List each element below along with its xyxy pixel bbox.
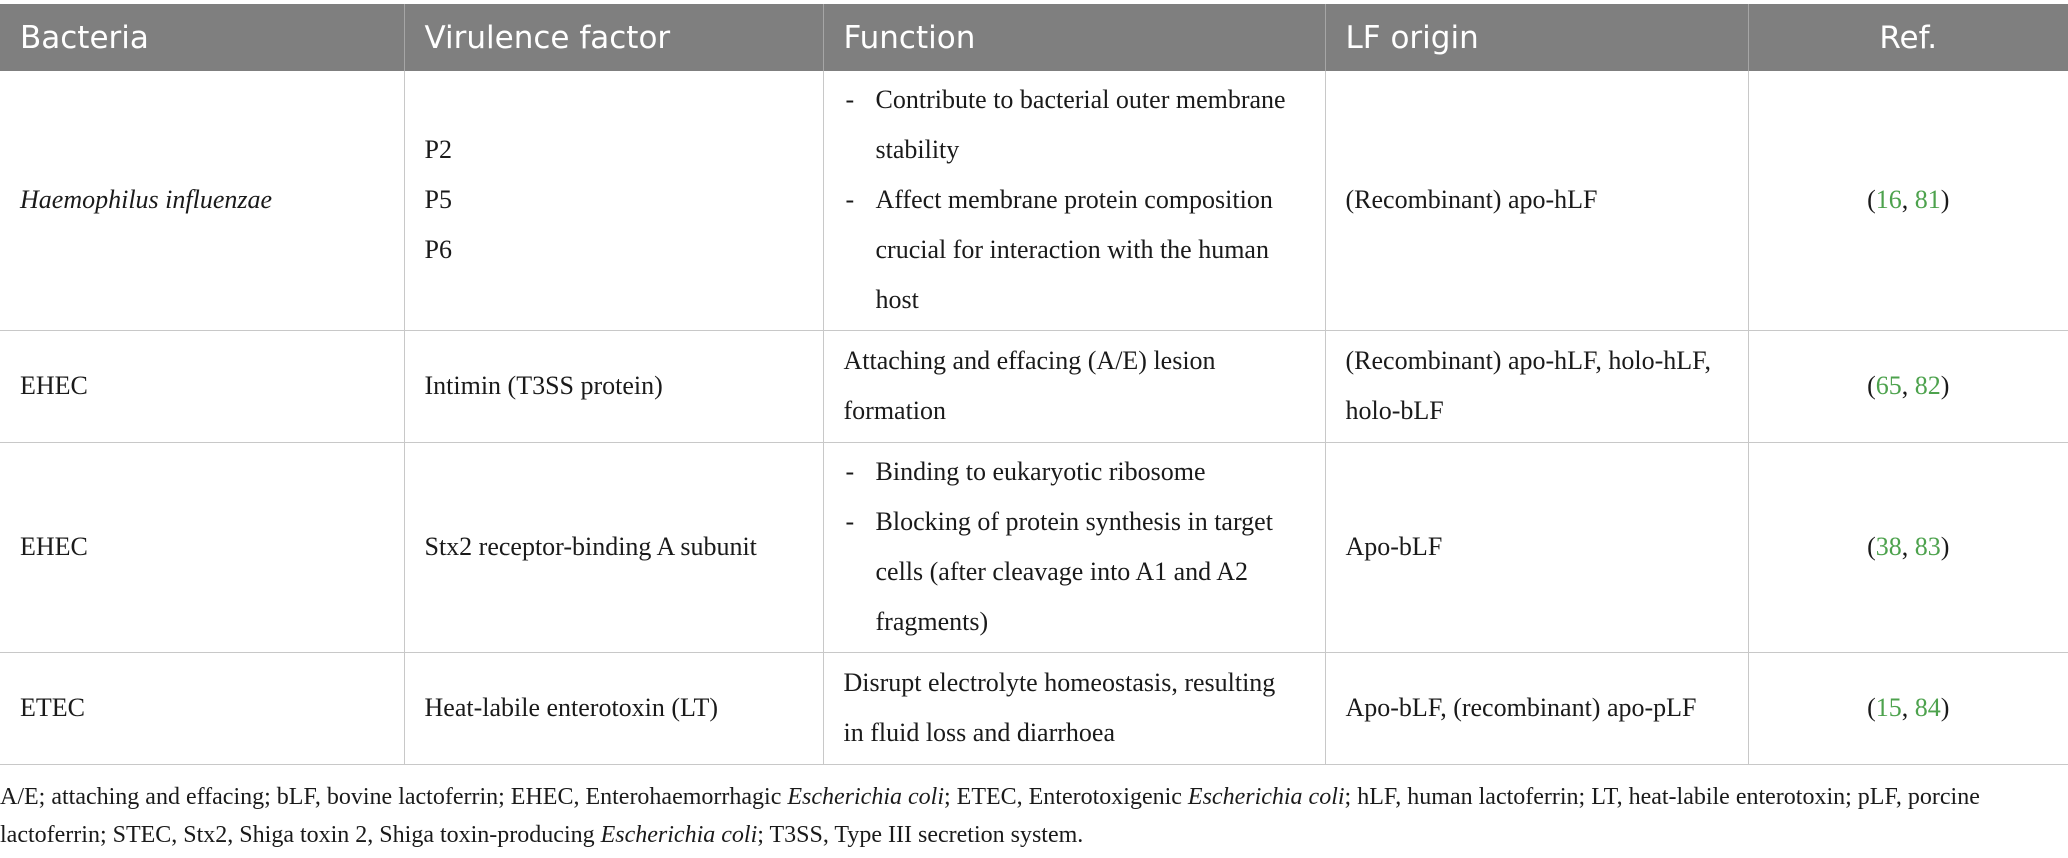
function-list — [844, 447, 1295, 647]
factor-item: P6 — [424, 235, 452, 265]
ref-cell — [1748, 442, 2068, 652]
factor-item: P2 — [424, 135, 452, 165]
factor-item: P5 — [424, 185, 452, 215]
ref-paren-open: ( — [1867, 185, 1876, 215]
header-bacteria: Bacteria — [0, 4, 404, 71]
function-item: - Blocking of protein synthesis in target cells (after cleavage into A1 and A2 fragments) — [844, 497, 1295, 647]
ref-separator: , — [1901, 371, 1915, 400]
function-cell — [823, 442, 1325, 652]
table-footnote — [0, 778, 2050, 854]
virulence-factor-cell — [404, 71, 823, 330]
function-item: - Contribute to bacterial outer membrane stability — [844, 75, 1295, 175]
ref-link[interactable]: 83 — [1914, 532, 1941, 561]
bacteria-cell: Haemophilus influenzae — [0, 71, 404, 330]
lf-origin-cell: Apo-bLF, (recombinant) apo-pLF — [1325, 652, 1748, 764]
lf-origin-cell: (Recombinant) apo-hLF, holo-hLF, holo-bLF — [1325, 330, 1748, 442]
ref-link[interactable]: 38 — [1875, 532, 1902, 561]
virulence-factor-cell: Heat-labile enterotoxin (LT) — [404, 652, 823, 764]
ref-paren-open: ( — [1867, 371, 1876, 400]
function-cell: Disrupt electrolyte homeostasis, resulting in fluid loss and diarrhoea — [823, 652, 1325, 764]
bacteria-cell: EHEC — [0, 442, 404, 652]
function-list — [844, 75, 1295, 325]
ref-separator: , — [1901, 185, 1915, 215]
virulence-factor-table — [0, 4, 2068, 765]
ref-separator: , — [1901, 693, 1915, 722]
lf-origin-cell: Apo-bLF — [1325, 442, 1748, 652]
ref-separator: , — [1901, 532, 1915, 561]
header-ref: Ref. — [1748, 4, 2068, 71]
footnote-text: ; T3SS, Type III secretion system. — [757, 822, 1084, 848]
ref-paren-open: ( — [1867, 532, 1876, 561]
ref-cell — [1748, 652, 2068, 764]
ref-paren-close: ) — [1940, 693, 1950, 722]
ref-link[interactable]: 16 — [1875, 185, 1902, 215]
ref-link[interactable]: 84 — [1914, 693, 1941, 722]
virulence-factor-cell: Stx2 receptor-binding A subunit — [404, 442, 823, 652]
lf-origin-cell: (Recombinant) apo-hLF — [1325, 71, 1748, 330]
function-cell: Attaching and effacing (A/E) lesion formation — [823, 330, 1325, 442]
ref-cell — [1748, 71, 2068, 330]
footnote-text: ; ETEC, Enterotoxigenic — [943, 784, 1188, 810]
virulence-factor-cell: Intimin (T3SS protein) — [404, 330, 823, 442]
table-row — [0, 652, 2068, 764]
ref-paren-close: ) — [1940, 371, 1950, 400]
footnote-text: A/E; attaching and effacing; bLF, bovine lactoferrin; EHEC, Enterohaemorrhagic — [0, 784, 788, 810]
ref-paren-open: ( — [1867, 693, 1876, 722]
header-lf-origin: LF origin — [1325, 4, 1748, 71]
ref-paren-close: ) — [1940, 185, 1950, 215]
function-cell — [823, 71, 1325, 330]
header-function: Function — [823, 4, 1325, 71]
header-virulence-factor: Virulence factor — [404, 4, 823, 71]
table-row — [0, 330, 2068, 442]
function-item: - Binding to eukaryotic ribosome — [844, 447, 1295, 497]
table-header-row — [0, 4, 2068, 71]
ref-link[interactable]: 81 — [1914, 185, 1941, 215]
table-row — [0, 442, 2068, 652]
ref-link[interactable]: 82 — [1914, 371, 1941, 400]
footnote-species: Escherichia coli — [600, 822, 758, 848]
bacteria-cell: EHEC — [0, 330, 404, 442]
ref-link[interactable]: 15 — [1875, 693, 1902, 722]
footnote-text: ; hLF, human lactoferrin; LT, heat-labile enterotoxin; pLF, porcine lactoferrin; STEC, Stx2, Shiga toxin 2, Shiga toxin-producing — [0, 784, 1980, 848]
ref-cell — [1748, 330, 2068, 442]
footnote-species: Escherichia coli — [1187, 784, 1345, 810]
footnote-species: Escherichia coli — [787, 784, 944, 810]
function-item: - Affect membrane protein composition crucial for interaction with the human host — [844, 175, 1295, 325]
bacteria-cell: ETEC — [0, 652, 404, 764]
table-row — [0, 71, 2068, 330]
ref-link[interactable]: 65 — [1875, 371, 1902, 400]
ref-paren-close: ) — [1940, 532, 1950, 561]
